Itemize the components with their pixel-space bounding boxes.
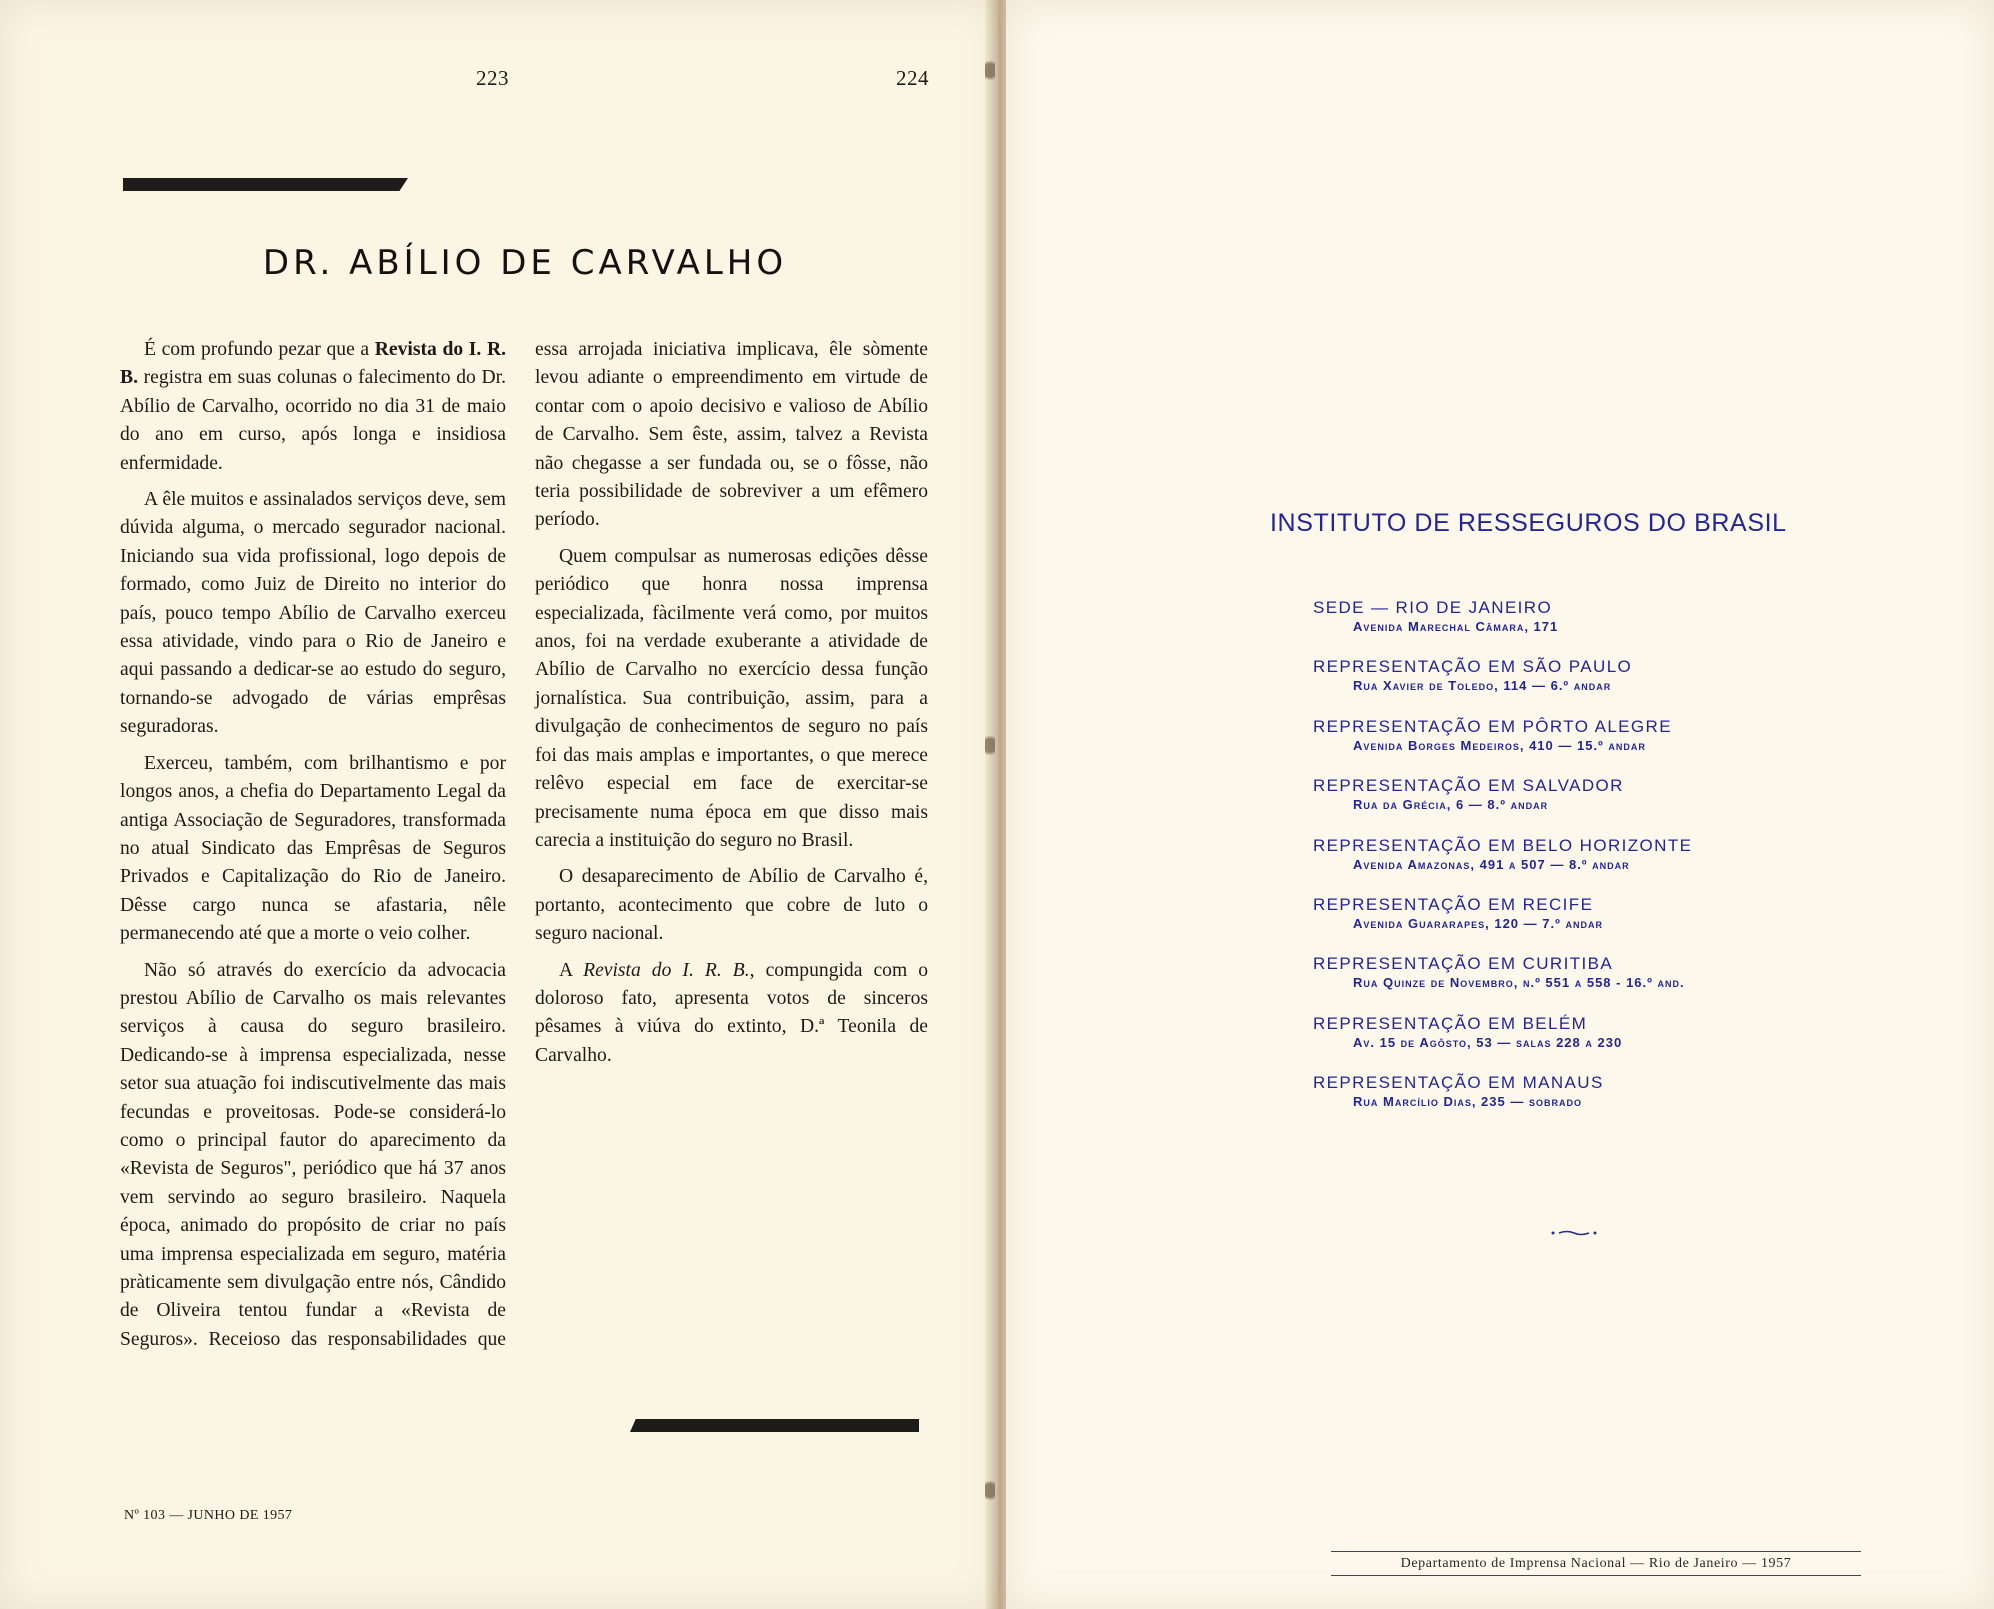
article-paragraph-continued: essa arrojada iniciativa implicava, êle sòmente levou adiante o empreendimento em virtude de contar com o apoio decisivo e valioso de Abílio de Carvalho. Sem êste, assim, talvez a Revista não chegasse a ser fundada ou, se o fôsse, não teria possibilidade de sobreviver a um efêmero período. (535, 339, 928, 531)
ornament-divider-icon (1551, 1230, 1597, 1236)
paragraph-text-run: A êle muitos e assinalados serviços deve, sem dúvida alguma, o mercado segurador nacional. Iniciando sua vida profissional, logo depois de formado, como Juiz de Direito no interior do país, pouco tempo Abílio de Carvalho exerceu essa atividade, vindo para o Rio de Janeiro e aqui passando a dedicar-se ao estudo do seguro, tornando-se advogado de várias emprêsas seguradoras. (120, 489, 506, 738)
office-address: Av. 15 de Agôsto, 53 — salas 228 a 230 (1353, 1034, 1623, 1050)
top-decorative-rule (123, 178, 408, 191)
office-address: Rua Xavier de Toledo, 114 — 6.º andar (1353, 678, 1612, 694)
office-name: REPRESENTAÇÃO EM MANAUS (1313, 1073, 1604, 1093)
article-paragraph (535, 863, 928, 948)
office-entry (1313, 836, 1873, 895)
office-address: Rua Marcílio Dias, 235 — sobrado (1353, 1094, 1582, 1110)
article-paragraph (120, 750, 506, 949)
office-list (1313, 598, 1873, 1133)
office-name: REPRESENTAÇÃO EM CURITIBA (1313, 954, 1614, 974)
paragraph-text-run: Revista do I. R. B. (583, 959, 750, 981)
page-number-223: 223 (476, 66, 509, 90)
paragraph-text-run: Exerceu, também, com brilhantismo e por longos anos, a chefia do Departamento Legal da antiga Associação de Seguradores, transformada no atual Sindicato das Emprêsas de Seguros Privados e Capitalização do Rio de Janeiro. Dêsse cargo nunca se afastaria, nêle permanecendo até que a morte o veio colher. (120, 752, 506, 945)
office-entry (1313, 1014, 1873, 1073)
article-title: DR. ABÍLIO DE CARVALHO (262, 243, 788, 283)
office-address: Avenida Marechal Câmara, 171 (1353, 619, 1559, 634)
bottom-decorative-rule (630, 1419, 919, 1432)
article-paragraph (535, 543, 928, 855)
office-name: SEDE — RIO DE JANEIRO (1313, 598, 1553, 617)
office-name: REPRESENTAÇÃO EM BELO HORIZONTE (1313, 835, 1693, 855)
paragraph-text-run: É com profundo pezar que a (144, 339, 375, 360)
institute-directory (1006, 0, 1994, 1609)
paragraph-text-run: registra em suas colunas o falecimento do Dr. Abílio de Carvalho, ocorrido no dia 31 de maio do ano em curso, após longa e insidiosa enfermidade. (120, 367, 506, 474)
office-entry (1313, 954, 1873, 1013)
article-paragraph (535, 957, 928, 1071)
article-paragraph: Não só através do exercício da advocacia prestou Abílio de Carvalho os mais relevantes serviços à causa do seguro brasileiro. Dedicando-se à imprensa especializada, nesse setor sua atuação foi indiscutivelmente das mais fecundas e proveitosas. Pode-se considerá-lo como o principal fautor do aparecimento da «Revista de Seguros", periódico que há 37 anos vem servindo ao seguro brasileiro. Naquela época, animado do propósito de criar no país uma imprensa especializada em seguro, matéria pràticamente sem divulgação entre nós, Cândido de Oliveira tentou fundar a «Revista de Seguros». Receioso das responsabilidades que (120, 959, 506, 1350)
article-paragraph (120, 486, 506, 742)
office-entry (1313, 717, 1873, 776)
binding-staple-icon (985, 1480, 995, 1506)
paragraph-text-run: Revista do I. R. B. (120, 339, 507, 389)
paragraph-text-run: Quem compulsar as numerosas edições dêsse periódico que honra nossa imprensa especializada, fàcilmente verá como, por muitos anos, foi na verdade exuberante a atividade de Abílio de Carvalho no exercício dessa função jornalística. Sua contribuição, assim, para a divulgação de conhecimentos de seguro no país foi das mais amplas e importantes, o que merece relêvo especial em face de exercitar-se precisamente numa época em que disso mais carecia a instituição do seguro no Brasil. (535, 545, 928, 851)
office-entry (1313, 1073, 1873, 1132)
footer-rule-bottom (1331, 1575, 1861, 1576)
page-number-224: 224 (896, 66, 929, 90)
paragraph-text-run: A (559, 959, 584, 981)
article-paragraph (120, 336, 506, 478)
office-name: REPRESENTAÇÃO EM SALVADOR (1313, 776, 1624, 796)
office-address: Avenida Borges Medeiros, 410 — 15.º andar (1353, 737, 1646, 753)
article-column-1 (120, 336, 506, 1362)
office-name: REPRESENTAÇÃO EM RECIFE (1313, 894, 1594, 914)
footer-rule-top (1331, 1551, 1861, 1552)
binding-staple-icon (985, 60, 995, 86)
office-address: Avenida Guararapes, 120 — 7.º andar (1353, 915, 1603, 931)
office-entry (1313, 776, 1873, 835)
office-entry (1313, 598, 1873, 657)
office-name: REPRESENTAÇÃO EM PÔRTO ALEGRE (1313, 716, 1672, 736)
office-address: Rua Quinze de Novembro, n.º 551 a 558 - 16.º and. (1353, 975, 1685, 991)
paragraph-text-run: , compungida com o doloroso fato, apresenta votos de sinceros pêsames à viúva do extinto, D.ª Teonila de Carvalho. (535, 959, 929, 1066)
binding-staple-icon (985, 735, 995, 761)
office-entry (1313, 657, 1873, 716)
office-name: REPRESENTAÇÃO EM SÃO PAULO (1313, 657, 1633, 677)
office-address: Avenida Amazonas, 491 a 507 — 8.º andar (1353, 856, 1630, 872)
office-name: REPRESENTAÇÃO EM BELÉM (1313, 1013, 1588, 1033)
printer-footer: Departamento de Imprensa Nacional — Rio de Janeiro — 1957 (1400, 1556, 1792, 1571)
paragraph-text-run: O desaparecimento de Abílio de Carvalho é, portanto, acontecimento que cobre de luto o seguro nacional. (535, 866, 928, 945)
institute-title: INSTITUTO DE RESSEGUROS DO BRASIL (1270, 509, 1787, 537)
office-address: Rua da Grécia, 6 — 8.º andar (1353, 797, 1549, 813)
issue-footer: Nº 103 — JUNHO DE 1957 (124, 1508, 293, 1523)
article-column-2 (535, 336, 928, 1078)
office-entry (1313, 895, 1873, 954)
